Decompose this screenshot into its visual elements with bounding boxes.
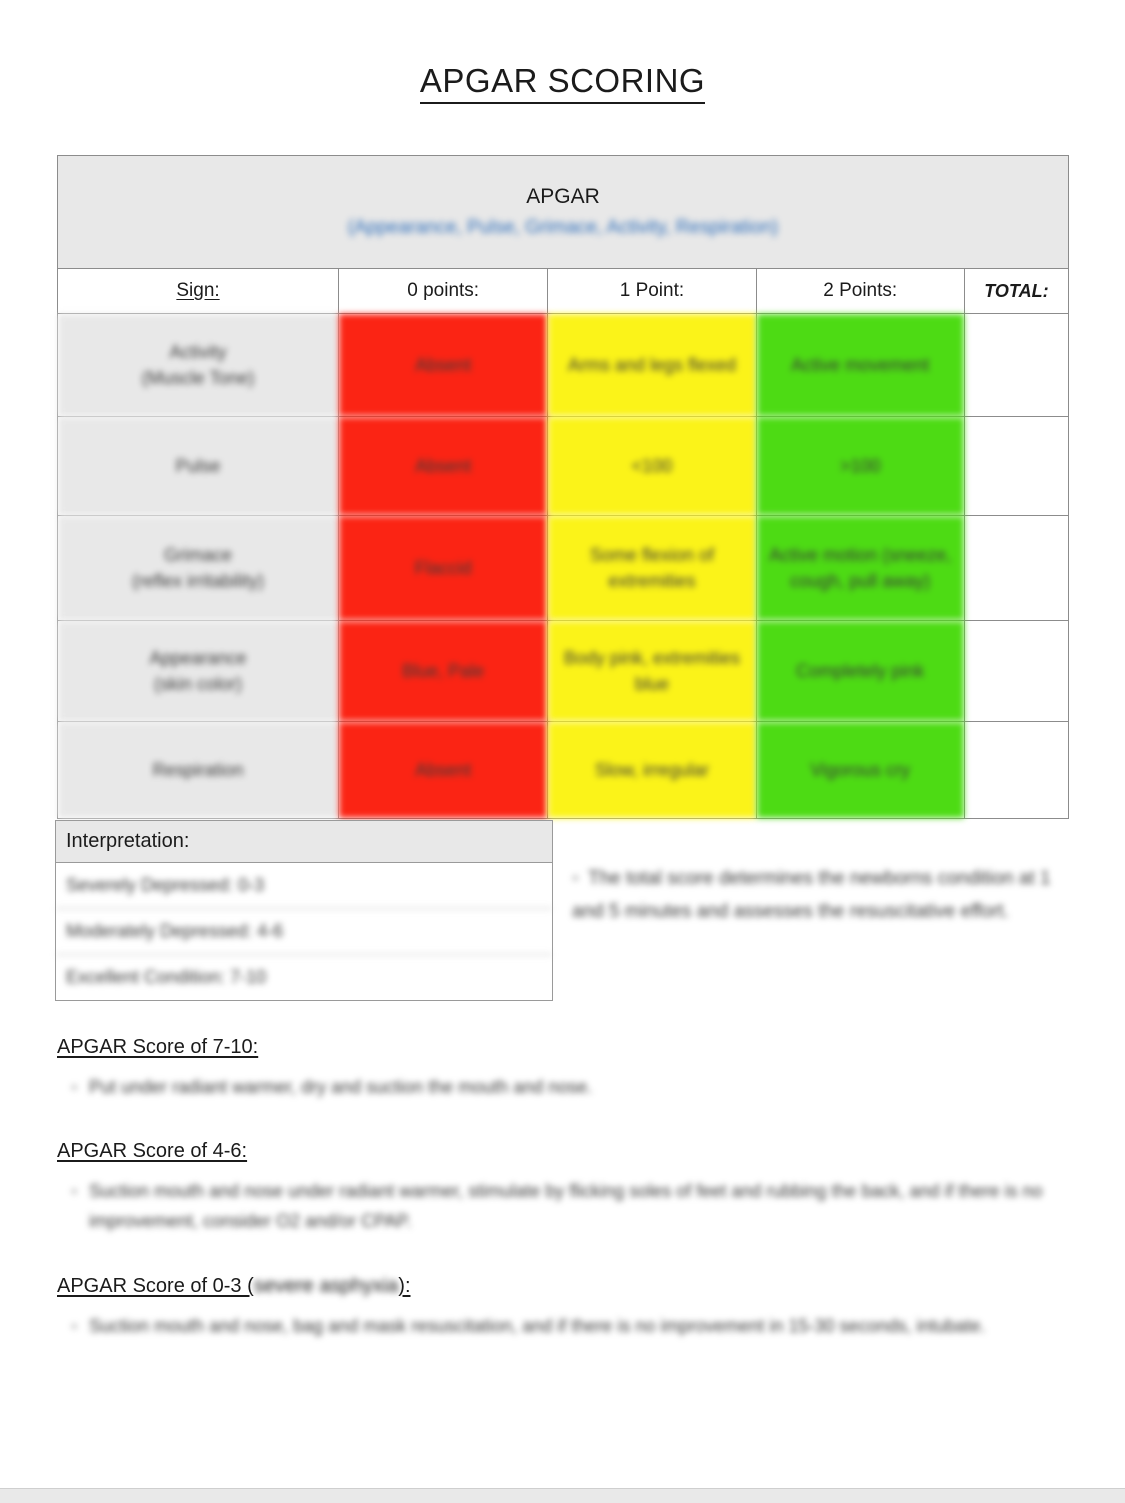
- section-score-0-3: [57, 1275, 1077, 1342]
- bullet-icon: ◦: [572, 868, 579, 889]
- section-heading-prefix: APGAR Score of 0-3 (: [57, 1275, 254, 1297]
- table-row: [58, 621, 1069, 722]
- bullet-icon: ◦: [71, 1316, 78, 1336]
- apgar-table-container: [57, 155, 1069, 819]
- section-heading-text: APGAR Score of 7-10:: [57, 1036, 259, 1058]
- cell-activity-zero: Absent: [339, 314, 548, 417]
- row-sign-line1: Appearance: [149, 647, 247, 668]
- section-body-text: Put under radiant warmer, dry and suction the mouth and nose.: [89, 1077, 593, 1097]
- page-title: [0, 62, 1125, 100]
- cell-respiration-total[interactable]: [964, 722, 1068, 819]
- section-body: [57, 1177, 1077, 1236]
- row-sign-line1: Grimace: [164, 544, 233, 565]
- cell-appearance-one: Body pink, extremities blue: [548, 621, 756, 722]
- section-score-4-6: [57, 1140, 1077, 1236]
- row-sign-line1: Pulse: [175, 455, 221, 476]
- section-body-text: Suction mouth and nose, bag and mask resuscitation, and if there is no improvement in 15-30 seconds, intubate.: [89, 1316, 986, 1336]
- cell-grimace-zero: Flaccid: [339, 516, 548, 621]
- column-header-sign: [58, 269, 339, 314]
- table-header-cell: [58, 156, 1069, 269]
- row-sign-line1: Respiration: [152, 759, 244, 780]
- row-sign-pulse: [58, 417, 339, 516]
- section-heading-suffix: ):: [398, 1275, 411, 1297]
- bullet-icon: ◦: [71, 1077, 78, 1097]
- cell-activity-one: Arms and legs flexed: [548, 314, 756, 417]
- row-sign-line2: (skin color): [154, 674, 243, 694]
- row-sign-respiration: [58, 722, 339, 819]
- cell-respiration-two: Vigorous cry: [756, 722, 964, 819]
- side-note-text: The total score determines the newborns condition at 1 and 5 minutes and assesses the resuscitative effort.: [572, 868, 1051, 923]
- table-header-subtitle: (Appearance, Pulse, Grimace, Activity, Respiration): [347, 216, 779, 238]
- cell-respiration-zero: Absent: [339, 722, 548, 819]
- table-row: [58, 314, 1069, 417]
- row-sign-line2: (reflex irritability): [132, 571, 265, 591]
- section-body: [57, 1312, 1077, 1342]
- section-score-7-10: [57, 1036, 1077, 1103]
- bullet-icon: ◦: [71, 1181, 78, 1201]
- cell-grimace-two: Active motion (sneeze, cough, pull away): [756, 516, 964, 621]
- cell-pulse-one: <100: [548, 417, 756, 516]
- section-heading: [57, 1275, 1077, 1298]
- section-heading: [57, 1036, 1077, 1059]
- table-row: [58, 417, 1069, 516]
- interpretation-row-excellent: Excellent Condition: 7-10: [66, 967, 267, 987]
- interpretation-heading: Interpretation:: [56, 821, 552, 863]
- column-header-sign-label: Sign:: [176, 280, 220, 301]
- row-sign-line1: Activity: [169, 341, 227, 362]
- cell-grimace-one: Some flexion of extremities: [548, 516, 756, 621]
- table-row: [58, 722, 1069, 819]
- section-body: [57, 1073, 1077, 1103]
- cell-appearance-total[interactable]: [964, 621, 1068, 722]
- side-note: [572, 862, 1072, 929]
- section-body-text: Suction mouth and nose under radiant warmer, stimulate by flicking soles of feet and rubbing the back, and if there is no improvement, consider O2 and/or CPAP.: [89, 1181, 1043, 1231]
- row-sign-activity: [58, 314, 339, 417]
- row-sign-appearance: [58, 621, 339, 722]
- cell-appearance-zero: Blue, Pale: [339, 621, 548, 722]
- cell-pulse-zero: Absent: [339, 417, 548, 516]
- section-heading-text: APGAR Score of 4-6:: [57, 1140, 248, 1162]
- section-heading-text: [57, 1275, 411, 1297]
- cell-activity-two: Active movement: [756, 314, 964, 417]
- table-row: [58, 516, 1069, 621]
- cell-grimace-total[interactable]: [964, 516, 1068, 621]
- row-sign-grimace: [58, 516, 339, 621]
- cell-respiration-one: Slow, irregular: [548, 722, 756, 819]
- column-header-zero-points: 0 points:: [339, 269, 548, 314]
- section-heading-emphasis: severe asphyxia: [253, 1275, 399, 1297]
- table-column-header-row: [58, 269, 1069, 314]
- interpretation-row-severe: Severely Depressed: 0-3: [56, 863, 552, 909]
- cell-activity-total[interactable]: [964, 314, 1068, 417]
- cell-pulse-two: >100: [756, 417, 964, 516]
- table-header-title: APGAR: [526, 185, 600, 209]
- column-header-two-points: 2 Points:: [756, 269, 964, 314]
- cell-pulse-total[interactable]: [964, 417, 1068, 516]
- table-header-row: [58, 156, 1069, 269]
- interpretation-row-moderate: Moderately Depressed: 4-6: [56, 909, 552, 955]
- column-header-total: TOTAL:: [964, 269, 1068, 314]
- cell-appearance-two: Completely pink: [756, 621, 964, 722]
- column-header-one-point: 1 Point:: [548, 269, 756, 314]
- row-sign-line2: (Muscle Tone): [141, 368, 255, 388]
- page-title-text: APGAR SCORING: [420, 62, 705, 104]
- interpretation-box: [55, 820, 553, 1001]
- section-heading: [57, 1140, 1077, 1163]
- apgar-table: [57, 155, 1069, 819]
- page-bottom-strip: [0, 1488, 1125, 1503]
